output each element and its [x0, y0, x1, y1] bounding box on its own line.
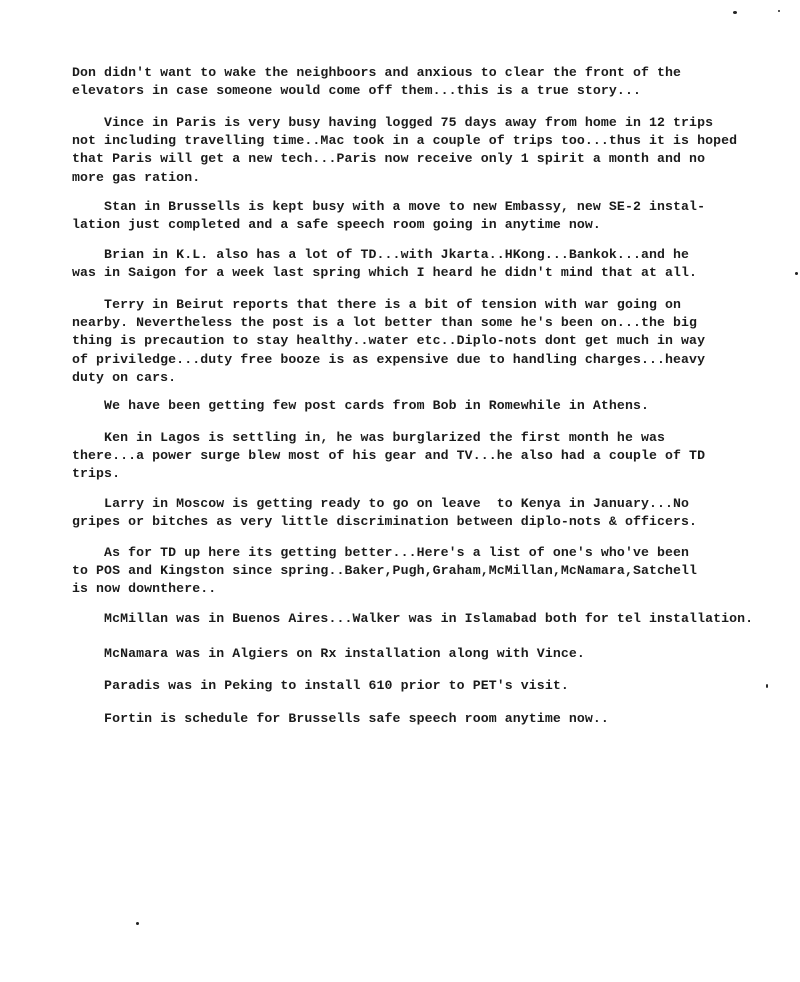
- text-line: McNamara was in Algiers on Rx installation along with Vince.: [72, 646, 585, 661]
- text-line: nearby. Nevertheless the post is a lot better than some he's been on...the big: [72, 315, 698, 331]
- paragraph-vince: [72, 114, 787, 187]
- text-line: McMillan was in Buenos Aires...Walker was in Islamabad both for tel installation.: [72, 611, 754, 626]
- paragraph-larry: [72, 495, 787, 531]
- text-line: is now downthere..: [72, 581, 217, 597]
- paragraph-td: [72, 544, 787, 599]
- paragraph-mcmillan: [72, 610, 787, 628]
- scan-speck: [733, 11, 737, 14]
- text-line: gripes or bitches as very little discrimination between diplo-nots & officers.: [72, 514, 698, 530]
- text-line: Ken in Lagos is settling in, he was burglarized the first month he was: [72, 430, 666, 445]
- text-line: duty on cars.: [72, 369, 177, 385]
- paragraph-brian: [72, 246, 787, 282]
- paragraph-terry: [72, 296, 787, 387]
- scan-speck: [136, 922, 139, 925]
- paragraph-mcnamara: [72, 645, 787, 663]
- text-line: trips.: [72, 466, 121, 482]
- scan-speck: [778, 10, 780, 12]
- text-line: elevators in case someone would come off them...this is a true story...: [72, 83, 641, 99]
- text-line: more gas ration.: [72, 169, 201, 185]
- paragraph-paradis: [72, 677, 787, 695]
- paragraph-don: [72, 64, 787, 100]
- text-line: there...a power surge blew most of his gear and TV...he also had a couple of TD: [72, 448, 706, 464]
- text-line: lation just completed and a safe speech room going in anytime now.: [72, 217, 601, 233]
- text-line: Larry in Moscow is getting ready to go on leave to Kenya in January...No: [72, 496, 690, 511]
- text-line: that Paris will get a new tech...Paris now receive only 1 spirit a month and no: [72, 151, 706, 167]
- text-line: not including travelling time..Mac took in a couple of trips too...thus it is hoped: [72, 133, 738, 149]
- scan-speck: [795, 272, 798, 275]
- paragraph-stan: [72, 198, 787, 234]
- text-line: Don didn't want to wake the neighboors and anxious to clear the front of the: [72, 65, 682, 80]
- text-line: Stan in Brussells is kept busy with a move to new Embassy, new SE-2 instal-: [72, 199, 706, 214]
- text-line: As for TD up here its getting better...Here's a list of one's who've been: [72, 545, 690, 560]
- text-line: Terry in Beirut reports that there is a bit of tension with war going on: [72, 297, 682, 312]
- text-line: We have been getting few post cards from Bob in Romewhile in Athens.: [72, 398, 649, 413]
- text-line: Fortin is schedule for Brussells safe speech room anytime now..: [72, 711, 609, 726]
- text-line: thing is precaution to stay healthy..water etc..Diplo-nots dont get much in way: [72, 333, 706, 349]
- paragraph-ken: [72, 429, 787, 484]
- paragraph-fortin: [72, 710, 787, 728]
- paragraph-bob: [72, 397, 787, 415]
- text-line: was in Saigon for a week last spring which I heard he didn't mind that at all.: [72, 265, 698, 281]
- text-line: Brian in K.L. also has a lot of TD...with Jkarta..HKong...Bankok...and he: [72, 247, 690, 262]
- scan-speck: [766, 684, 768, 688]
- text-line: Paradis was in Peking to install 610 prior to PET's visit.: [72, 678, 569, 693]
- text-line: Vince in Paris is very busy having logged 75 days away from home in 12 trips: [72, 115, 714, 130]
- text-line: of priviledge...duty free booze is as expensive due to handling charges...heavy: [72, 351, 706, 367]
- text-line: to POS and Kingston since spring..Baker,Pugh,Graham,McMillan,McNamara,Satchell: [72, 563, 698, 579]
